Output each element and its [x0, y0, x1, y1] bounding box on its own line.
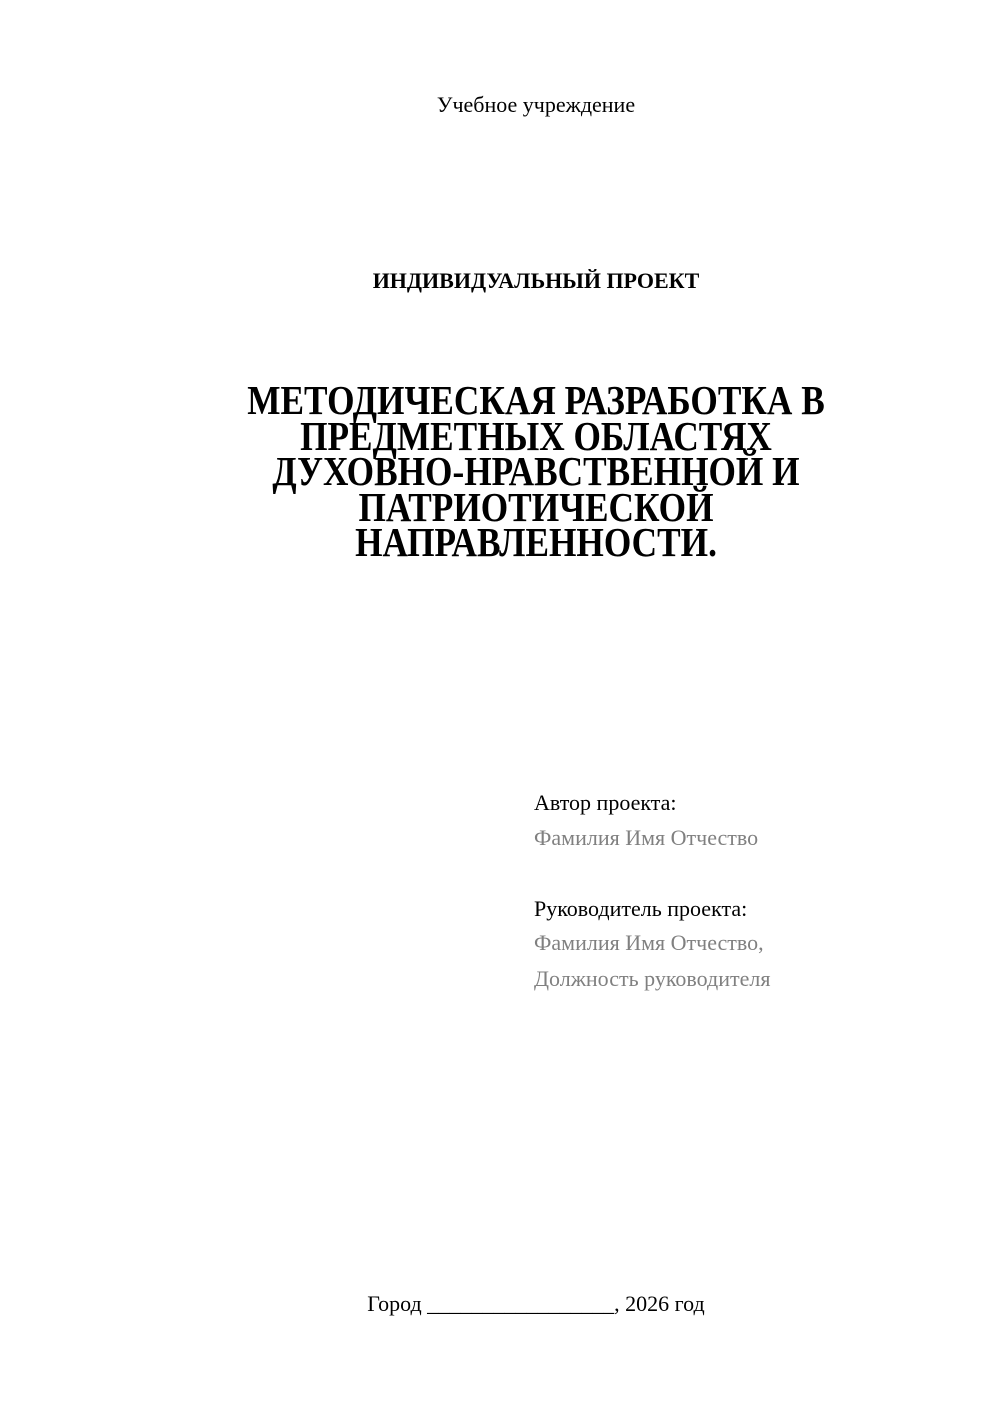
institution: Учебное учреждение	[436, 92, 636, 117]
author-label: Автор проекта:	[534, 790, 677, 815]
title-line: МЕТОДИЧЕСКАЯ РАЗРАБОТКА В	[247, 377, 825, 423]
supervisor-name: Фамилия Имя Отчество,	[534, 930, 764, 955]
title-line: ПАТРИОТИЧЕСКОЙ	[358, 483, 714, 530]
city-label: Город	[367, 1291, 422, 1316]
title-line: ПРЕДМЕТНЫХ ОБЛАСТЯХ	[300, 412, 772, 459]
city-blank: _________________	[427, 1291, 615, 1316]
project-type: ИНДИВИДУАЛЬНЫЙ ПРОЕКТ	[372, 268, 700, 293]
year-text: , 2026 год	[614, 1291, 705, 1316]
footer-city-year	[0, 1291, 1000, 1317]
supervisor-position: Должность руководителя	[534, 966, 771, 991]
title-line: ДУХОВНО-НРАВСТВЕННОЙ И	[272, 448, 800, 494]
author-name: Фамилия Имя Отчество	[534, 825, 759, 850]
supervisor-label: Руководитель проекта:	[534, 896, 748, 921]
project-title	[192, 377, 880, 565]
title-line: НАПРАВЛЕННОСТИ.	[355, 519, 717, 565]
